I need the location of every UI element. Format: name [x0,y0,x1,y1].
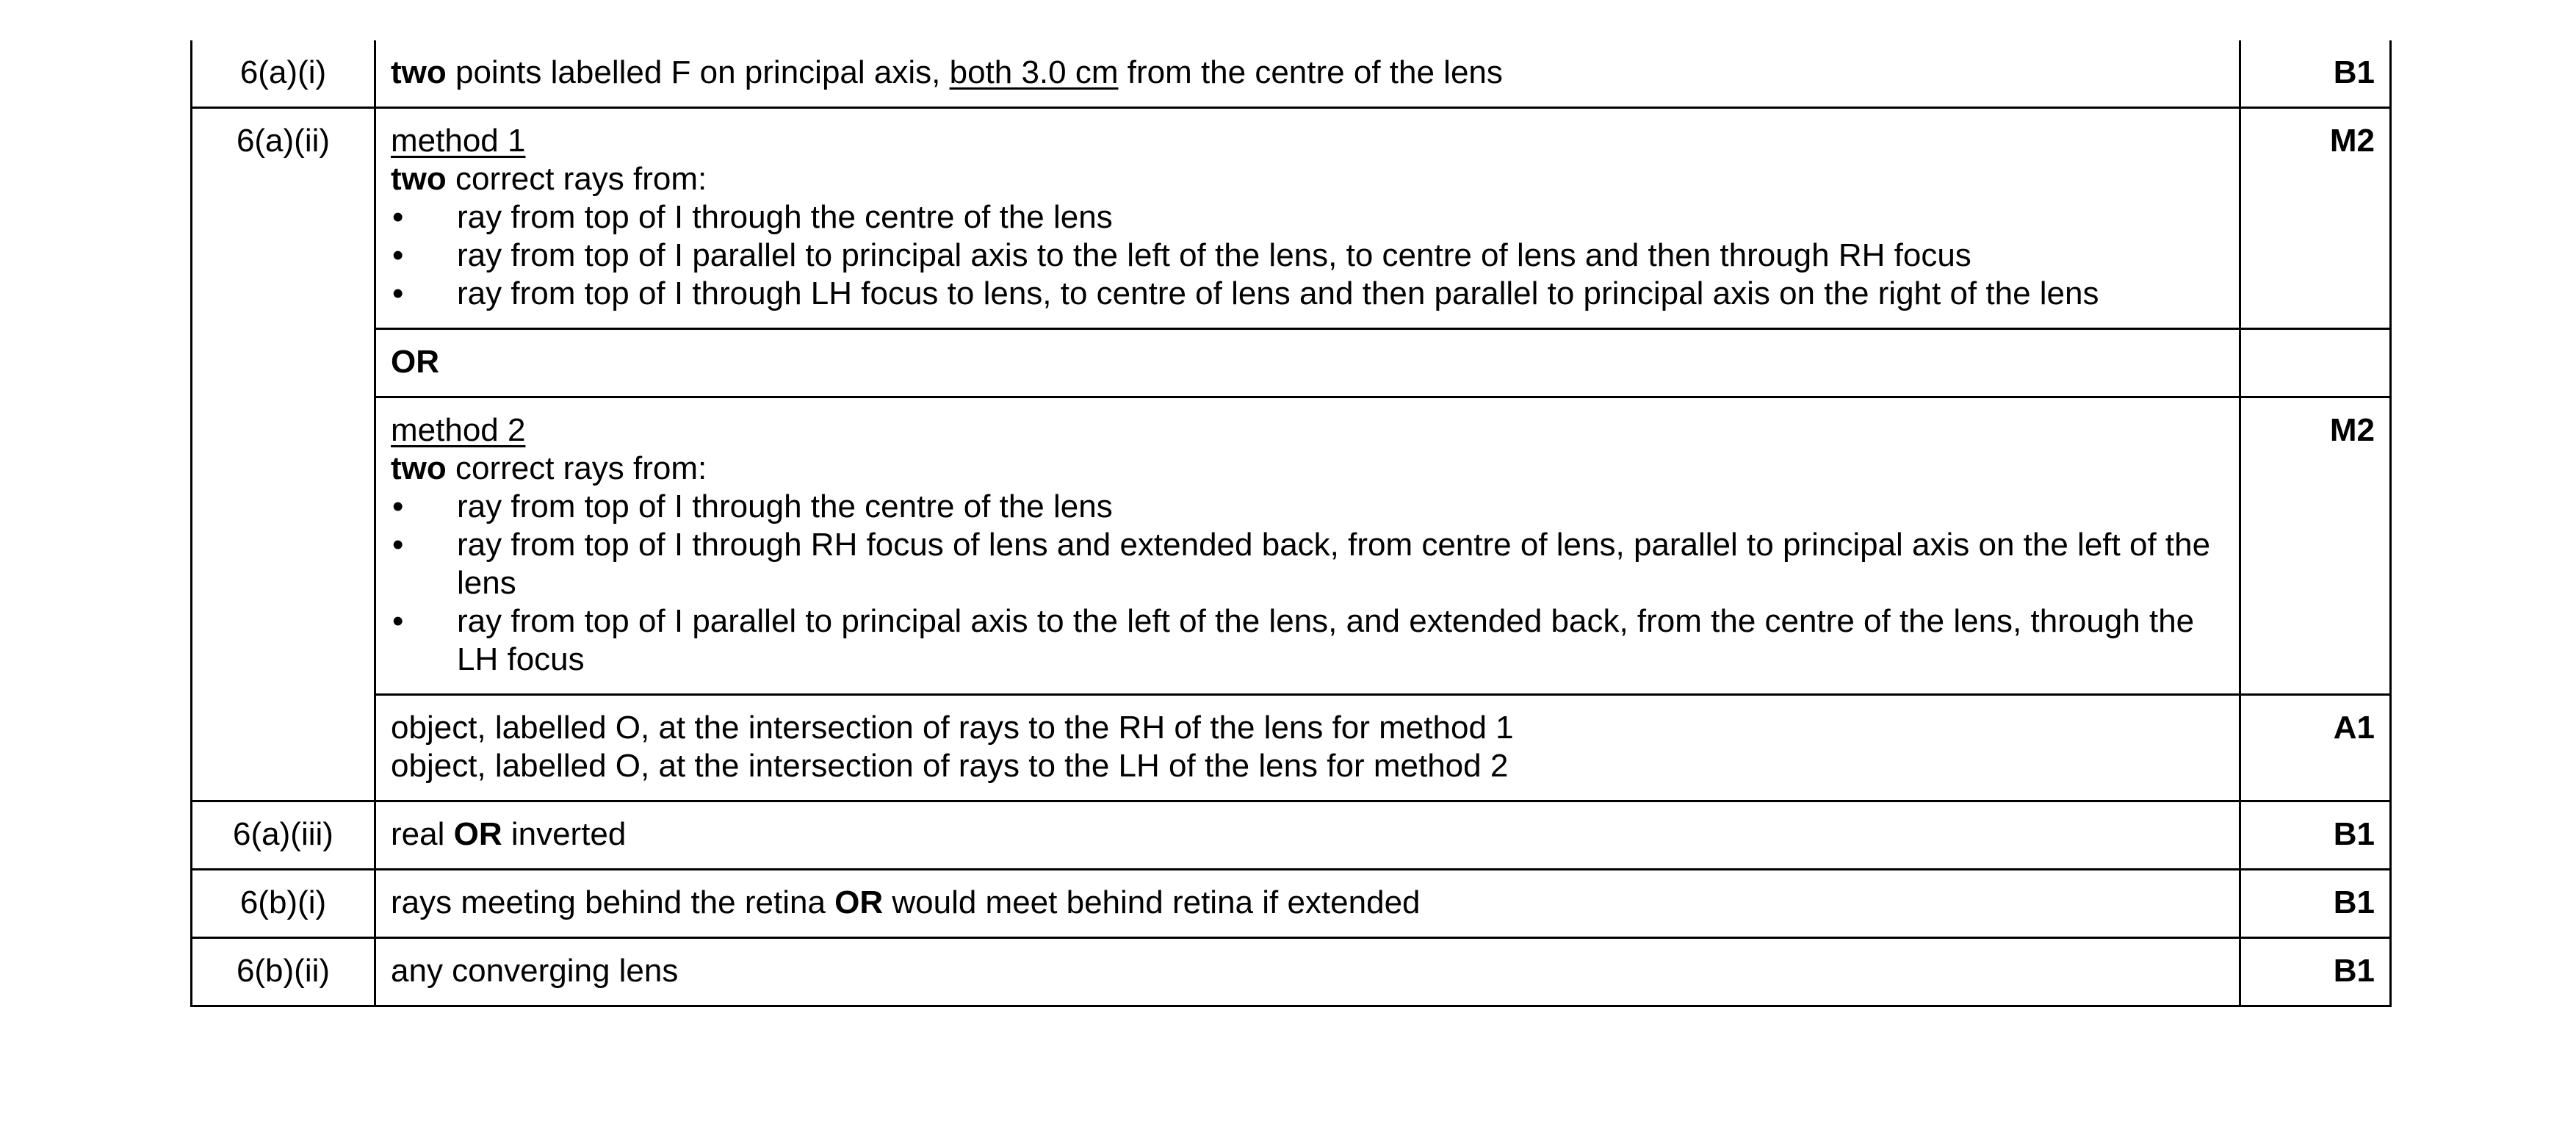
marks-cell [2240,329,2391,397]
intro-bold-word: two [391,161,447,197]
answer-cell: any converging lens [375,938,2240,1006]
answer-text: real [391,816,454,852]
ray-list [391,198,2224,313]
question-number: 6(b)(ii) [192,938,375,1006]
or-label: OR [375,329,2240,397]
question-number: 6(a)(ii) [192,108,375,801]
intro-text: correct rays from: [446,161,707,197]
table-row [192,870,2391,938]
list-item: • ray from top of I through the centre of the lens [391,198,2224,237]
marks-cell: M2 [2240,397,2391,695]
method-heading: method 1 [391,123,526,159]
mark-scheme-table [190,40,2392,1007]
ray-list [391,488,2224,679]
intro-bold-word: two [391,450,447,486]
object-line: object, labelled O, at the intersection of rays to the RH of the lens for method 1 [391,710,1514,746]
answer-text: would meet behind retina if extended [883,884,1421,920]
marks-cell: B1 [2240,801,2391,870]
answer-cell [375,870,2240,938]
question-number: 6(b)(i) [192,870,375,938]
object-line: object, labelled O, at the intersection of rays to the LH of the lens for method 2 [391,748,1509,784]
answer-text: inverted [502,816,627,852]
answer-cell-method-2 [375,397,2240,695]
list-item: • ray from top of I parallel to principal axis to the left of the lens, to centre of lens and then through RH focus [391,237,2224,275]
answer-cell-method-1 [375,108,2240,329]
answer-bold-word: two [391,54,447,90]
answer-cell [375,40,2240,108]
marks-cell: B1 [2240,938,2391,1006]
method-intro [391,160,2224,198]
list-item: • ray from top of I parallel to principal axis to the left of the lens, and extended back, from the centre of the lens, through the LH focus [391,602,2224,679]
question-number: 6(a)(iii) [192,801,375,870]
table-row [192,695,2391,801]
table-row [192,108,2391,329]
table-row [192,938,2391,1006]
list-item: • ray from top of I through LH focus to lens, to centre of lens and then parallel to principal axis on the right of the lens [391,275,2224,313]
answer-text: from the centre of the lens [1118,54,1503,90]
method-intro [391,450,2224,488]
marks-cell: A1 [2240,695,2391,801]
table-row [192,40,2391,108]
marks-cell: M2 [2240,108,2391,329]
answer-cell [375,801,2240,870]
question-number: 6(a)(i) [192,40,375,108]
table-row [192,397,2391,695]
answer-cell-object [375,695,2240,801]
intro-text: correct rays from: [446,450,707,486]
list-item: • ray from top of I through the centre of the lens [391,488,2224,526]
table-row [192,329,2391,397]
method-heading: method 2 [391,412,526,448]
answer-text: points labelled F on principal axis, [446,54,950,90]
list-item: • ray from top of I through RH focus of lens and extended back, from centre of lens, parallel to principal axis on the left of the lens [391,526,2224,602]
answer-bold-word: OR [834,884,884,920]
answer-bold-word: OR [453,816,502,852]
marks-cell: B1 [2240,40,2391,108]
answer-text: rays meeting behind the retina [391,884,835,920]
answer-underlined-text: both 3.0 cm [949,54,1119,90]
table-row [192,801,2391,870]
marks-cell: B1 [2240,870,2391,938]
